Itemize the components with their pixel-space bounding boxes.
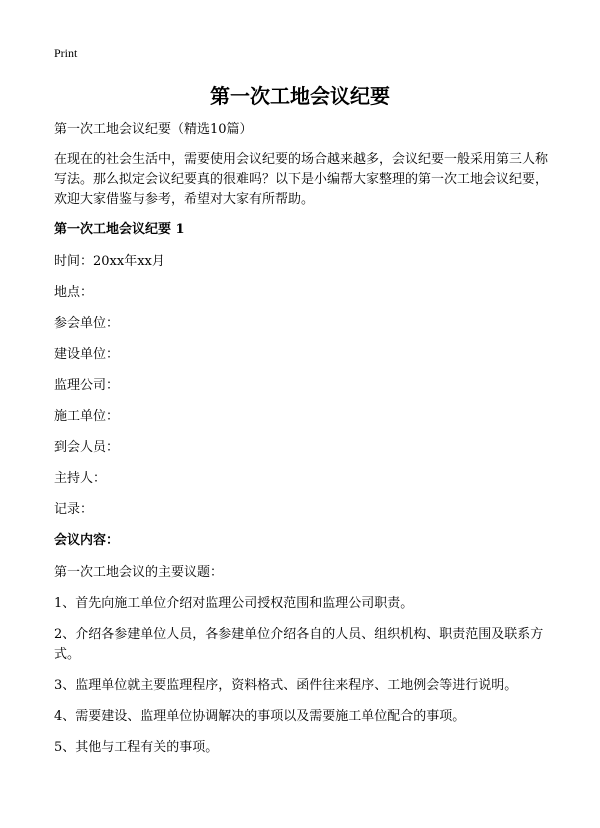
field-time: 时间：20xx年xx月 xyxy=(54,254,165,269)
document-body xyxy=(54,120,554,769)
print-label: Print xyxy=(54,46,78,60)
field-attending-units: 参会单位： xyxy=(54,316,120,331)
field-host: 主持人： xyxy=(54,471,107,486)
field-supervision-company: 监理公司： xyxy=(54,378,120,393)
list-item: 5、其他与工程有关的事项。 xyxy=(54,740,219,755)
topics-intro: 第一次工地会议的主要议题： xyxy=(54,565,224,580)
document-subtitle: 第一次工地会议纪要（精选10篇） xyxy=(54,122,253,137)
field-construction-unit: 建设单位： xyxy=(54,347,120,362)
field-recorder: 记录： xyxy=(54,502,94,517)
list-item: 1、首先向施工单位介绍对监理公司授权范围和监理公司职责。 xyxy=(54,596,414,611)
field-attendees: 到会人员： xyxy=(54,440,120,455)
topic-list xyxy=(54,594,554,758)
list-item: 4、需要建设、监理单位协调解决的事项以及需要施工单位配合的事项。 xyxy=(54,709,466,724)
field-location: 地点： xyxy=(54,285,94,300)
content-heading: 会议内容： xyxy=(54,533,120,548)
field-contractor: 施工单位： xyxy=(54,409,120,424)
section-heading: 第一次工地会议纪要 1 xyxy=(54,222,185,237)
list-item: 3、监理单位就主要监理程序，资料格式、函件往来程序、工地例会等进行说明。 xyxy=(54,678,518,693)
intro-paragraph: 在现在的社会生活中，需要使用会议纪要的场合越来越多，会议纪要一般采用第三人称写法。那么拟定会议纪要真的很难吗？以下是小编帮大家整理的第一次工地会议纪要，欢迎大家借鉴与参考，希望对大家有所帮助。 xyxy=(54,152,549,207)
list-item: 2、介绍各参建单位人员，各参建单位介绍各自的人员、组织机构、职责范围及联系方式。 xyxy=(54,627,544,662)
document-title: 第一次工地会议纪要 xyxy=(210,84,390,108)
